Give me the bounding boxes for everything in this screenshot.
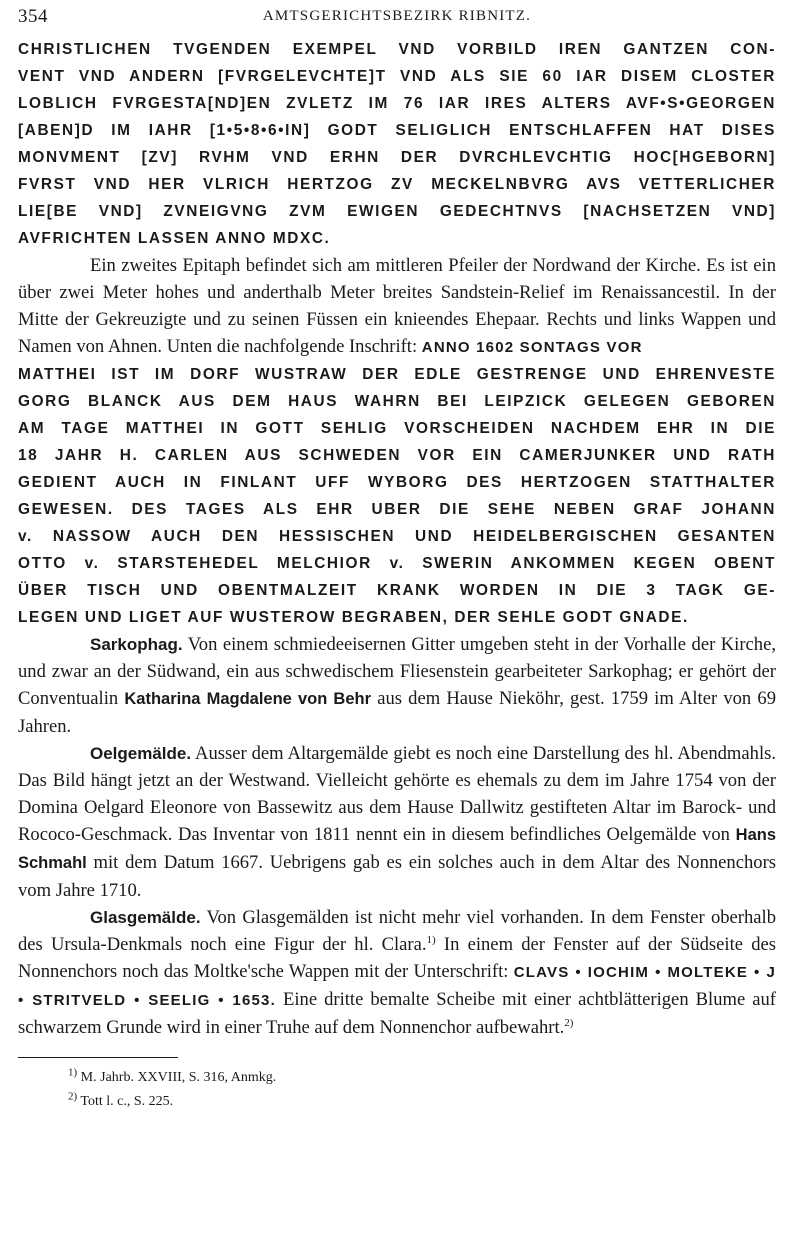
inscription-line: CHRISTLICHEN TVGENDEN EXEMPEL VND VORBILD IREN GANTZEN CON-	[18, 41, 776, 58]
inscription-line: VENT VND ANDERN [FVRGELEVCHTE]T VND ALS SIE 60 IAR DISEM CLOSTER	[18, 68, 776, 85]
inscription-line: [ABEN]D IM IAHR [1•5•8•6•IN] GODT SELIGLICH ENTSCHLAFFEN HAT DISES	[18, 122, 776, 139]
footnote-1	[18, 1066, 776, 1090]
epitaph-inscription-line: ÜBER TISCH UND OBENTMALZEIT KRANK WORDEN IN DIE 3 TAGK GE-	[18, 582, 776, 599]
epitaph-paragraph	[18, 252, 776, 361]
epitaph-inscription-line: GEDIENT AUCH IN FINLANT UFF WYBORG DES HERTZOGEN STATTHALTER	[18, 474, 776, 491]
sarkophag-name: Katharina Magdalene von Behr	[124, 690, 372, 708]
epitaph-text: Ein zweites Epitaph befindet sich am mittleren Pfeiler der Nordwand der Kirche. Es ist ein über zwei Meter hohes und anderthalb Meter breites Sandstein-Relief im Renaissancestil. In der Mitte der Gekreuzigte und zu seinen Füssen ein knieendes Ehepaar. Rechts und links Wappen und Namen von Ahnen. Unten die nachfolgende Inschrift:	[18, 255, 776, 357]
page-header	[18, 6, 776, 36]
epitaph-inscription-line: OTTO v. STARSTEHEDEL MELCHIOR v. SWERIN ANKOMMEN KEGEN OBENT	[18, 555, 776, 572]
glasgemaelde-heading: Glasgemälde.	[90, 908, 201, 927]
oelgemaelde-heading: Oelgemälde.	[90, 744, 192, 763]
oelgemaelde-name: Hans Schmahl	[18, 826, 777, 872]
footnote-divider	[18, 1057, 178, 1058]
epitaph-inscription-line: v. NASSOW AUCH DEN HESSISCHEN UND HEIDELBERGISCHEN GESANTEN	[18, 528, 776, 545]
footnote-text: M. Jahrb. XXVIII, S. 316, Anmkg.	[80, 1070, 277, 1085]
sarkophag-text-b: aus dem Hause Nieköhr, gest. 1759 im Alter von 69 Jahren.	[18, 688, 777, 737]
epitaph-section	[18, 252, 776, 631]
epitaph-inscription-line: GEWESEN. DES TAGES ALS EHR UBER DIE SEHE NEBEN GRAF JOHANN	[18, 501, 776, 518]
glasgemaelde-paragraph	[18, 904, 776, 1041]
inscription-line: MONVMENT [ZV] RVHM VND ERHN DER DVRCHLEVCHTIG HOC[HGEBORN]	[18, 149, 776, 166]
footnote-2	[18, 1090, 776, 1114]
oelgemaelde-paragraph	[18, 740, 776, 904]
epitaph-inscription-line: AM TAGE MATTHEI IN GOTT SEHLIG VORSCHEIDEN NACHDEM EHR IN DIE	[18, 420, 776, 437]
page	[18, 0, 776, 1114]
glasgemaelde-text-c: Eine dritte bemalte Scheibe mit einer achtblätterigen Blume auf schwarzem Grunde wird in einer Truhe auf dem Nonnenchor aufbewahrt.	[18, 989, 776, 1038]
sarkophag-paragraph	[18, 631, 776, 740]
epitaph-inscription-line: 18 JAHR H. CARLEN AUS SCHWEDEN VOR EIN CAMERJUNKER UND RATH	[18, 447, 776, 464]
footnote-text: Tott l. c., S. 225.	[80, 1094, 174, 1109]
sarkophag-text-a: Von einem schmiedeeisernen Gitter umgeben steht in der Vorhalle der Kirche, und zwar an der Südwand, ein aus schwedischem Fliesenstein gearbeiteter Sarkophag; er gehört der Conventualin	[18, 634, 776, 709]
footnote-ref-2[interactable]: 2)	[564, 1016, 574, 1029]
footnote-ref-1[interactable]: 1)	[426, 933, 436, 946]
glasgemaelde-text-a: Von Glasgemälden ist nicht mehr viel vorhanden. In dem Fenster oberhalb des Ursula-Denkmals noch eine Figur der hl. Clara.	[18, 907, 777, 955]
inscription-block	[18, 36, 776, 252]
footnote-mark: 1)	[68, 1066, 78, 1079]
page-number: 354	[18, 6, 48, 27]
epitaph-inscription-start: ANNO 1602 SONTAGS VOR	[421, 339, 643, 356]
inscription-line: FVRST VND HER VLRICH HERTZOG ZV MECKELNBVRG AVS VETTERLICHER	[18, 176, 776, 193]
inscription-line: AVFRICHTEN LASSEN ANNO MDXC.	[18, 230, 331, 247]
oelgemaelde-text-a: Ausser dem Altargemälde giebt es noch eine Darstellung des hl. Abendmahls. Das Bild hängt jetzt an der Westwand. Vielleicht gehörte es ehemals zu dem im Jahre 1754 von der Domina Oelgard Eleonore von Bassewitz aus dem Hause Dallwitz gestifteten Altar im Barock- und Rococo-Geschmack. Das Inventar von 1811 nennt ein in diesem befindliches Oelgemälde von	[18, 743, 776, 845]
epitaph-inscription-line: LEGEN UND LIGET AUF WUSTEROW BEGRABEN, DER SEHLE GODT GNADE.	[18, 609, 689, 626]
inscription-line: LOBLICH FVRGESTA[ND]EN ZVLETZ IM 76 IAR IRES ALTERS AVF•S•GEORGEN	[18, 95, 776, 112]
oelgemaelde-text-b: mit dem Datum 1667. Uebrigens gab es ein solches auch in dem Altar des Nonnenchors vom Jahre 1710.	[18, 852, 776, 901]
glasgemaelde-text-b: In einem der Fenster auf der Südseite des Nonnenchors noch das Moltke'sche Wappen mit der Unterschrift:	[18, 934, 776, 982]
epitaph-inscription-line: MATTHEI IST IM DORF WUSTRAW DER EDLE GESTRENGE UND EHRENVESTE	[18, 366, 776, 383]
footnote-mark: 2)	[68, 1090, 78, 1103]
sarkophag-heading: Sarkophag.	[90, 635, 183, 654]
epitaph-inscription-line: GORG BLANCK AUS DEM HAUS WAHRN BEI LEIPZICK GELEGEN GEBOREN	[18, 393, 776, 410]
inscription-line: LIE[BE VND] ZVNEIGVNG ZVM EWIGEN GEDECHTNVS [NACHSETZEN VND]	[18, 203, 776, 220]
glasgemaelde-inscription: CLAVS • IOCHIM • MOLTEKE • J • STRITVELD • SEELIG • 1653.	[18, 964, 776, 1009]
running-title: AMTSGERICHTSBEZIRK RIBNITZ.	[262, 8, 532, 24]
